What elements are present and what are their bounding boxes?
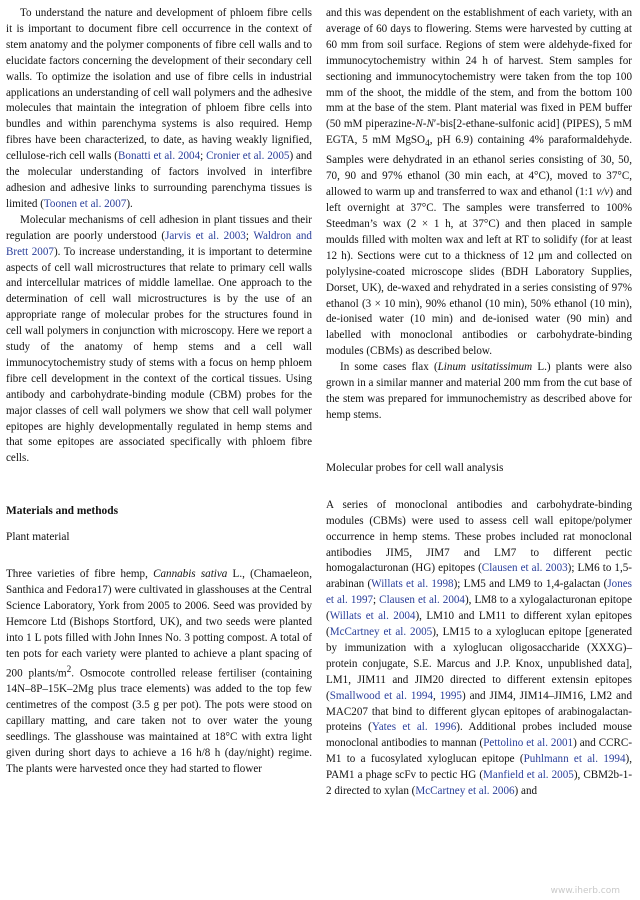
section-heading-materials-methods: Materials and methods — [6, 505, 119, 518]
flax-paragraph: In some cases flax (Linum usitatissimum L.) plants were also grown in a similar manner and material 200 mm from the cut base of the stem was prepared for immunochemistry as described above for hemp stems. — [326, 361, 632, 421]
continuation-paragraph: and this was dependent on the establishment of each variety, with an average of 60 days to flowering. Stems were harvested by cutting at 60 mm from soil surface. Regions of stem were aldehyde-fixed for immunocytochemistry within 24 h of harvest. Stem samples for sectioning and immunocytochemistry were taken from the top 100 mm of the shoot, the middle of the stem, and from the bottom 100 mm at the base of the stem. Plant material was fixed in PEM buffer (50 mM piperazine-N-N′-bis[2-ethane-sulfonic acid] (PIPES), 5 mM EGTA, 5 mM MgSO$_4$, pH 6.9) containing 4% paraformaldehyde. Samples were dehydrated in an ethanol series consisting of 30, 50, 70, 90 and 97% ethanol (30 min each, at 4°C), moved to 37°C, allowed to warm up and transferred to wax and ethanol (1:1 v/v) and left overnight at 37°C. The samples were transferred to 100% Steedman’s wax (2 × 1 h, at 37°C) and then placed in sample moulds filled with molten wax and left at RT to solidify (for at least 12 h). Sections were cut to a thickness of 12 μm and collected on polylysine-coated microscope slides (BDH Laboratory Supplies, Dorset, UK), de-waxed and rehydrated in a series consisting of 97% ethanol (3 × 10 min), 90% ethanol (10 min), 50% ethanol (10 min), de-ionised water (10 min) and de-ionised water (90 min) and labelled with monoclonal antibodies or carbohydrate-binding modules (CBMs) as described below. — [326, 7, 632, 358]
subsection-heading-plant-material: Plant material — [6, 531, 70, 544]
intro-paragraph-2: Molecular mechanisms of cell adhesion in plant tissues and their regulation are poorly understood (Jarvis et al. 2003; Waldron and Brett 2007). To increase understanding, it is important to determine aspects of cell wall microstructures that relate to primary cell walls and intercellular matrices of middle lamellae. One approach to the determination of cell wall microstructures is by the use of an appropriate range of molecular probes for the structures found in cell wall polymers in conjunction with microscopy. Here we report a study of the anatomy of hemp stems and a cell wall immunocytochemistry study of stems with a focus on hemp phloem fibre cell development in the context of the cortical tissues. Using antibody and carbohydrate-binding module (CBM) probes for the major classes of cell wall polymers we show that cell wall polymer epitopes are highly developmentally regulated in hemp stems and that some epitopes are associated specifically with phloem fibre cells. — [6, 213, 312, 465]
subsection-heading-molecular-probes: Molecular probes for cell wall analysis — [326, 461, 504, 474]
plant-material-paragraph: Three varieties of fibre hemp, Cannabis sativa L., (Chamaeleon, Santhica and Fedora17) were cultivated in glasshouses at the Central Science Laboratory, York from 2005 to 2006. Seed was provided by Hemcore Ltd (Bishops Stortford, UK), and two seeds were planted into 1 L pots filled with John Innes No. 3 potting compost. A total of ten pots for each variety were planted to achieve a plant spacing of 200 plants/$m^2$. Osmocote controlled release fertiliser (containing 14N–8P–15K–2Mg plus trace elements) was added to the top few centimetres of the compost (3.5 g per pot). The pots were stood on capillary matting, and care taken not to over water the young seedlings. The glasshouse was maintained at 18°C with extra light given during short days to achieve a 16 h/8 h (day/night) regime. The plants were harvested once they had started to flower — [6, 568, 312, 775]
left-column — [6, 6, 312, 900]
probes-paragraph: A series of monoclonal antibodies and carbohydrate-binding modules (CBMs) were used to assess cell wall epitope/polymer occurrence in hemp stems. These probes included rat monoclonal antibodies JIM5, JIM7 and LM7 to different pectic homogalacturonan (HG) epitopes (Clausen et al. 2003); LM6 to 1,5-arabinan (Willats et al. 1998); LM5 and LM9 to 1,4-galactan (Jones et al. 1997; Clausen et al. 2004), LM8 to a xylogalacturonan epitope (Willats et al. 2004), LM10 and LM11 to different xylan epitopes (McCartney et al. 2005), LM15 to a xyloglucan epitope [generated by immunization with a xyloglucan oligosaccharide (XXXG)–protein conjugate, S.E. Marcus and J.P. Knox, unpublished data], LM1, JIM11 and JIM20 directed to different extensin epitopes (Smallwood et al. 1994, 1995) and JIM4, JIM14–JIM16, LM2 and MAC207 that bind to different glycan epitopes of arabinogalactan-proteins (Yates et al. 1996). Additional probes included mouse monoclonal antibodies to mannan (Pettolino et al. 2001) and CCRC-M1 to a fucosylated xyloglucan epitope (Puhlmann et al. 1994), PAM1 a phage scFv to pectic HG (Manfield et al. 2005), CBM2b-1-2 directed to xylan (McCartney et al. 2006) and — [326, 498, 633, 798]
right-column — [326, 6, 632, 900]
intro-paragraph-1: To understand the nature and development of phloem fibre cells it is important to document fibre cell occurrence in the context of stem anatomy and the polymer components of fibre cell walls and to elucidate factors concerning the development of their secondary cell walls. To optimize the isolation and use of fibre cells in industrial applications an understanding of cell wall polymers and the adhesive molecules that maintain the integration of phloem fibre cells into bundles and within parenchyma systems is also required. Hemp fibres have been characterized, to date, as having weakly lignified, cellulose-rich cell walls (Bonatti et al. 2004; Cronier et al. 2005) and the molecular understanding of factors involved in interfibre adhesion and adhesive links to surrounding parenchyma tissues is limited (Toonen et al. 2007). — [6, 7, 312, 210]
watermark: www.iherb.com — [550, 886, 620, 896]
